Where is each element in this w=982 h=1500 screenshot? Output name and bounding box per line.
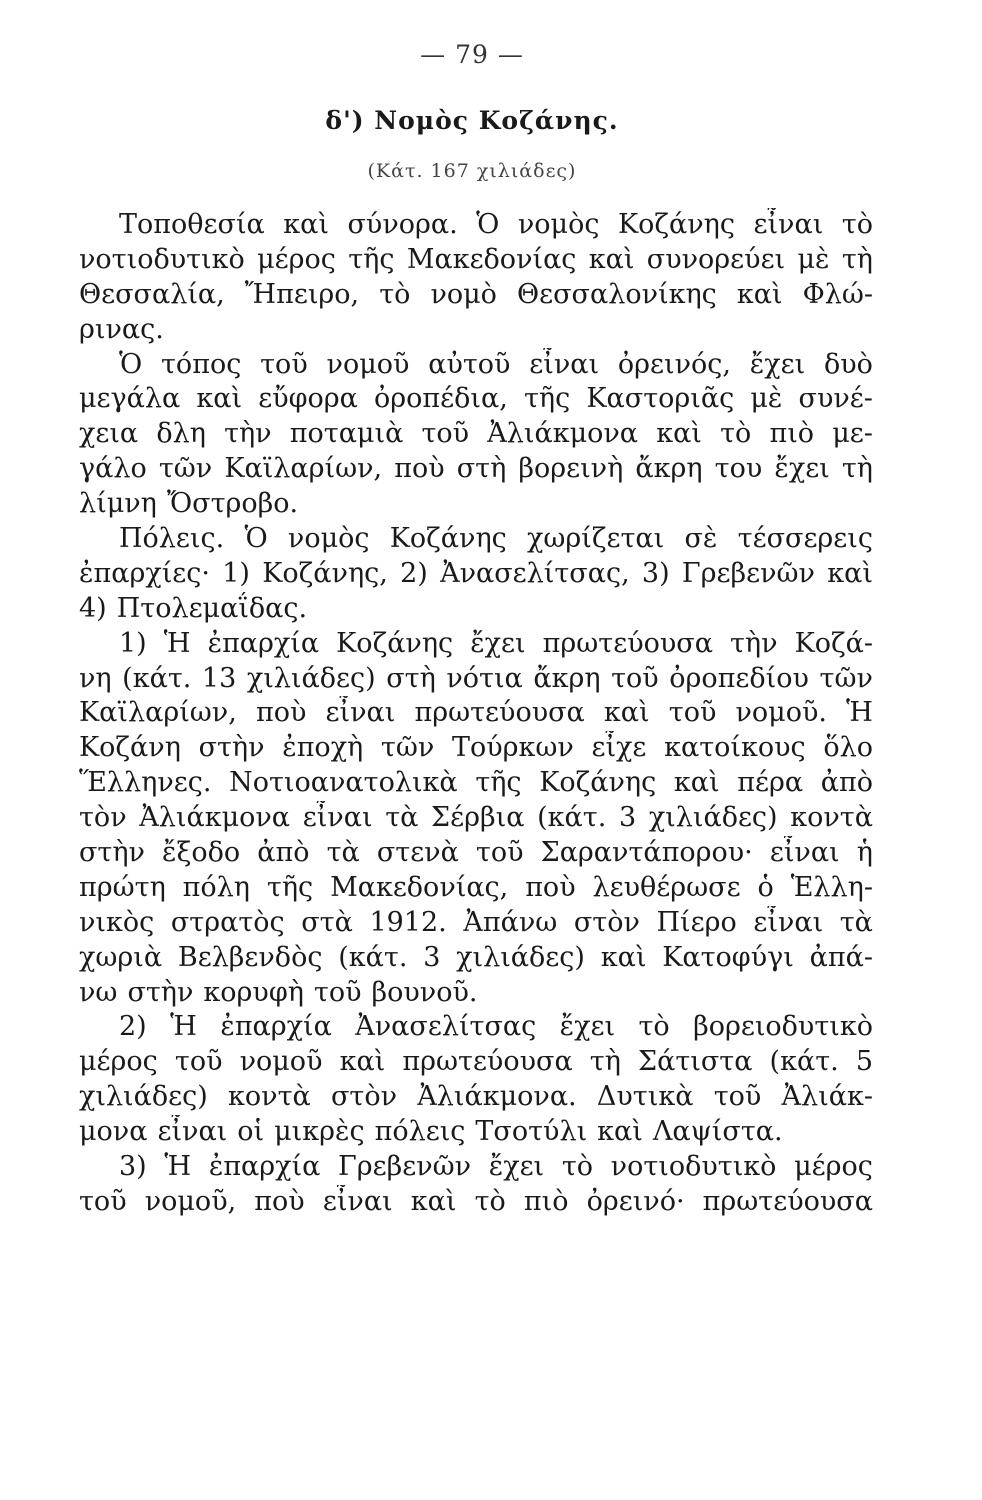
text-line: χιλιάδες) κοντὰ στὸν Ἀλιάκμονα. Δυτικὰ τοῦ Ἀλιάκ- [79, 1081, 873, 1113]
body-text [79, 208, 873, 1220]
text-line: Πόλεις. Ὁ νομὸς Κοζάνης χωρίζεται σὲ τέσσερεις [119, 523, 873, 555]
text-line: μονα εἶναι οἱ μικρὲς πόλεις Τσοτύλι καὶ Λαψίστα. [79, 1116, 783, 1148]
text-line: Θεσσαλία, Ἤπειρο, τὸ νομὸ Θεσσαλονίκης καὶ Φλώ- [79, 278, 873, 310]
page-number: — 79 — [420, 40, 524, 69]
text-line: νοτιοδυτικὸ μέρος τῆς Μακεδονίας καὶ συνορεύει μὲ τὴ [79, 243, 873, 275]
text-line: 3) Ἡ ἐπαρχία Γρεβενῶν ἔχει τὸ νοτιοδυτικὸ μέρος [119, 1151, 873, 1183]
text-line: ἐπαρχίες· 1) Κοζάνης, 2) Ἀνασελίτσας, 3) Γρεβενῶν καὶ [79, 557, 873, 589]
text-line: λίμνη Ὄστροβο. [79, 488, 299, 520]
text-line: Ὁ τόπος τοῦ νομοῦ αὐτοῦ εἶναι ὀρεινός, ἔχει δυὸ [119, 348, 873, 380]
text-line: μέρος τοῦ νομοῦ καὶ πρωτεύουσα τὴ Σάτιστα (κάτ. 5 [79, 1046, 873, 1078]
text-line: νω στὴν κορυφὴ τοῦ βουνοῦ. [79, 976, 478, 1008]
text-line: Ἕλληνες. Νοτιοανατολικὰ τῆς Κοζάνης καὶ πέρα ἀπὸ [79, 767, 873, 799]
text-line: τὸν Ἀλιάκμονα εἶναι τὰ Σέρβια (κάτ. 3 χιλιάδες) κοντὰ [79, 802, 873, 834]
chapter-subtitle: (Κάτ. 167 χιλιάδες) [367, 160, 577, 182]
text-line: γάλο τῶν Καϊλαρίων, ποὺ στὴ βορεινὴ ἄκρη του ἔχει τὴ [79, 453, 873, 485]
text-line: Κοζάνη στὴν ἐποχὴ τῶν Τούρκων εἶχε κατοίκους ὅλο [79, 732, 873, 764]
text-line: στὴν ἔξοδο ἀπὸ τὰ στενὰ τοῦ Σαραντάπορου· εἶναι ἡ [79, 837, 873, 869]
text-line: μεγάλα καὶ εὔφορα ὀροπέδια, τῆς Καστοριᾶς μὲ συνέ- [79, 383, 873, 415]
chapter-title: δ') Νομὸς Κοζάνης. [325, 106, 619, 135]
text-line: νη (κάτ. 13 χιλιάδες) στὴ νότια ἄκρη τοῦ ὀροπεδίου τῶν [79, 662, 873, 694]
text-line: χωριὰ Βελβενδὸς (κάτ. 3 χιλιάδες) καὶ Κατοφύγι ἀπά- [79, 941, 873, 973]
text-line: ρινας. [79, 313, 164, 345]
text-line: 4) Πτολεμαΐδας. [79, 592, 308, 624]
text-line: 2) Ἡ ἐπαρχία Ἀνασελίτσας ἔχει τὸ βορειοδυτικὸ [119, 1011, 873, 1043]
text-line: πρώτη πόλη τῆς Μακεδονίας, ποὺ λευθέρωσε ὁ Ἑλλη- [79, 871, 873, 903]
text-line: Τοποθεσία καὶ σύνορα. Ὁ νομὸς Κοζάνης εἶναι τὸ [119, 209, 873, 240]
text-line: 1) Ἡ ἐπαρχία Κοζάνης ἔχει πρωτεύουσα τὴν Κοζά- [119, 627, 873, 659]
text-line: χεια δλη τὴν ποταμιὰ τοῦ Ἀλιάκμονα καὶ τὸ πιὸ με- [79, 418, 873, 450]
text-line: νικὸς στρατὸς στὰ 1912. Ἀπάνω στὸν Πίερο εἶναι τὰ [79, 906, 873, 938]
text-line: τοῦ νομοῦ, ποὺ εἶναι καὶ τὸ πιὸ ὀρεινό· πρωτεύουσα [79, 1185, 873, 1217]
text-line: Καϊλαρίων, ποὺ εἶναι πρωτεύουσα καὶ τοῦ νομοῦ. Ἡ [79, 697, 873, 729]
